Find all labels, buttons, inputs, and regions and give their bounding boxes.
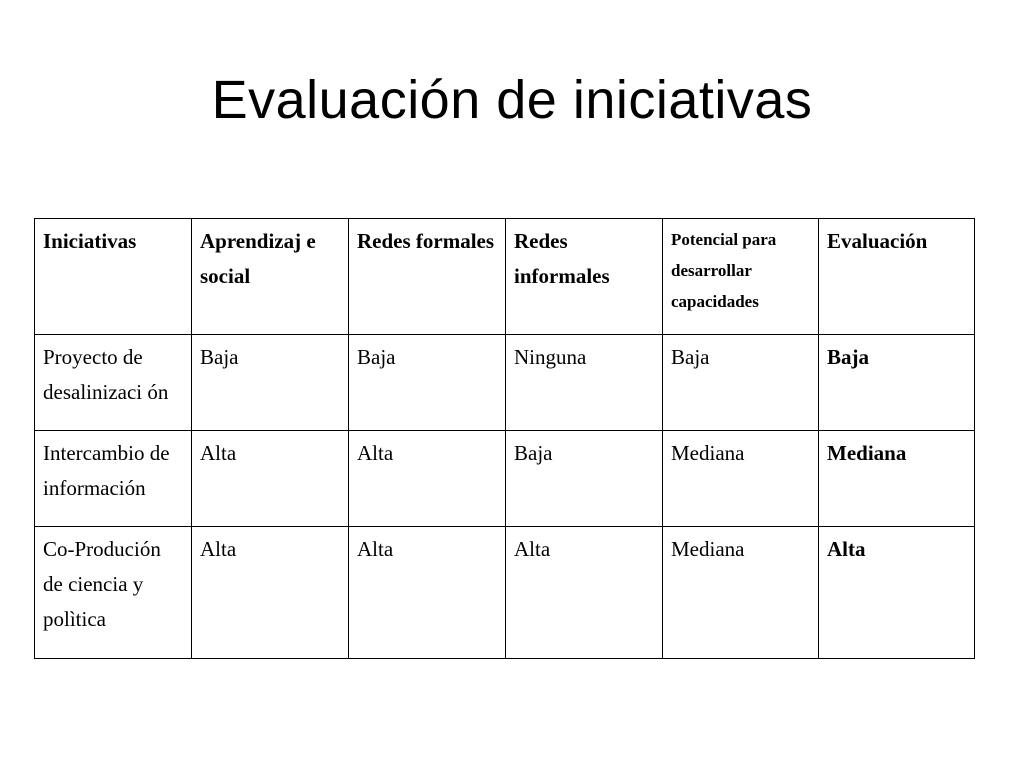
table-cell: Baja bbox=[506, 431, 663, 527]
table-cell: Proyecto de desalinizaci ón bbox=[35, 335, 192, 431]
table-cell: Intercambio de información bbox=[35, 431, 192, 527]
evaluation-cell: Baja bbox=[819, 335, 975, 431]
table-cell: Alta bbox=[506, 527, 663, 659]
table-row bbox=[35, 335, 975, 431]
evaluation-cell: Alta bbox=[819, 527, 975, 659]
table-row bbox=[35, 527, 975, 659]
header-cell-evaluacion: Evaluación bbox=[819, 219, 975, 335]
table-row bbox=[35, 431, 975, 527]
table-cell: Alta bbox=[349, 527, 506, 659]
table-cell: Co-Produción de ciencia y polìtica bbox=[35, 527, 192, 659]
table-cell: Ninguna bbox=[506, 335, 663, 431]
evaluation-cell: Mediana bbox=[819, 431, 975, 527]
table-cell: Baja bbox=[663, 335, 819, 431]
table-cell: Alta bbox=[192, 431, 349, 527]
slide-title: Evaluación de iniciativas bbox=[211, 70, 813, 130]
table-cell: Mediana bbox=[663, 527, 819, 659]
table-cell: Baja bbox=[349, 335, 506, 431]
table-cell: Baja bbox=[192, 335, 349, 431]
header-cell-iniciativas: Iniciativas bbox=[35, 219, 192, 335]
header-cell-aprendizaje-social: Aprendizaj e social bbox=[192, 219, 349, 335]
header-cell-redes-formales: Redes formales bbox=[349, 219, 506, 335]
table-cell: Mediana bbox=[663, 431, 819, 527]
header-cell-redes-informales: Redes informales bbox=[506, 219, 663, 335]
header-cell-potencial: Potencial para desarrollar capacidades bbox=[663, 219, 819, 335]
evaluation-table bbox=[34, 218, 975, 659]
table-cell: Alta bbox=[192, 527, 349, 659]
table-header-row bbox=[35, 219, 975, 335]
table-cell: Alta bbox=[349, 431, 506, 527]
